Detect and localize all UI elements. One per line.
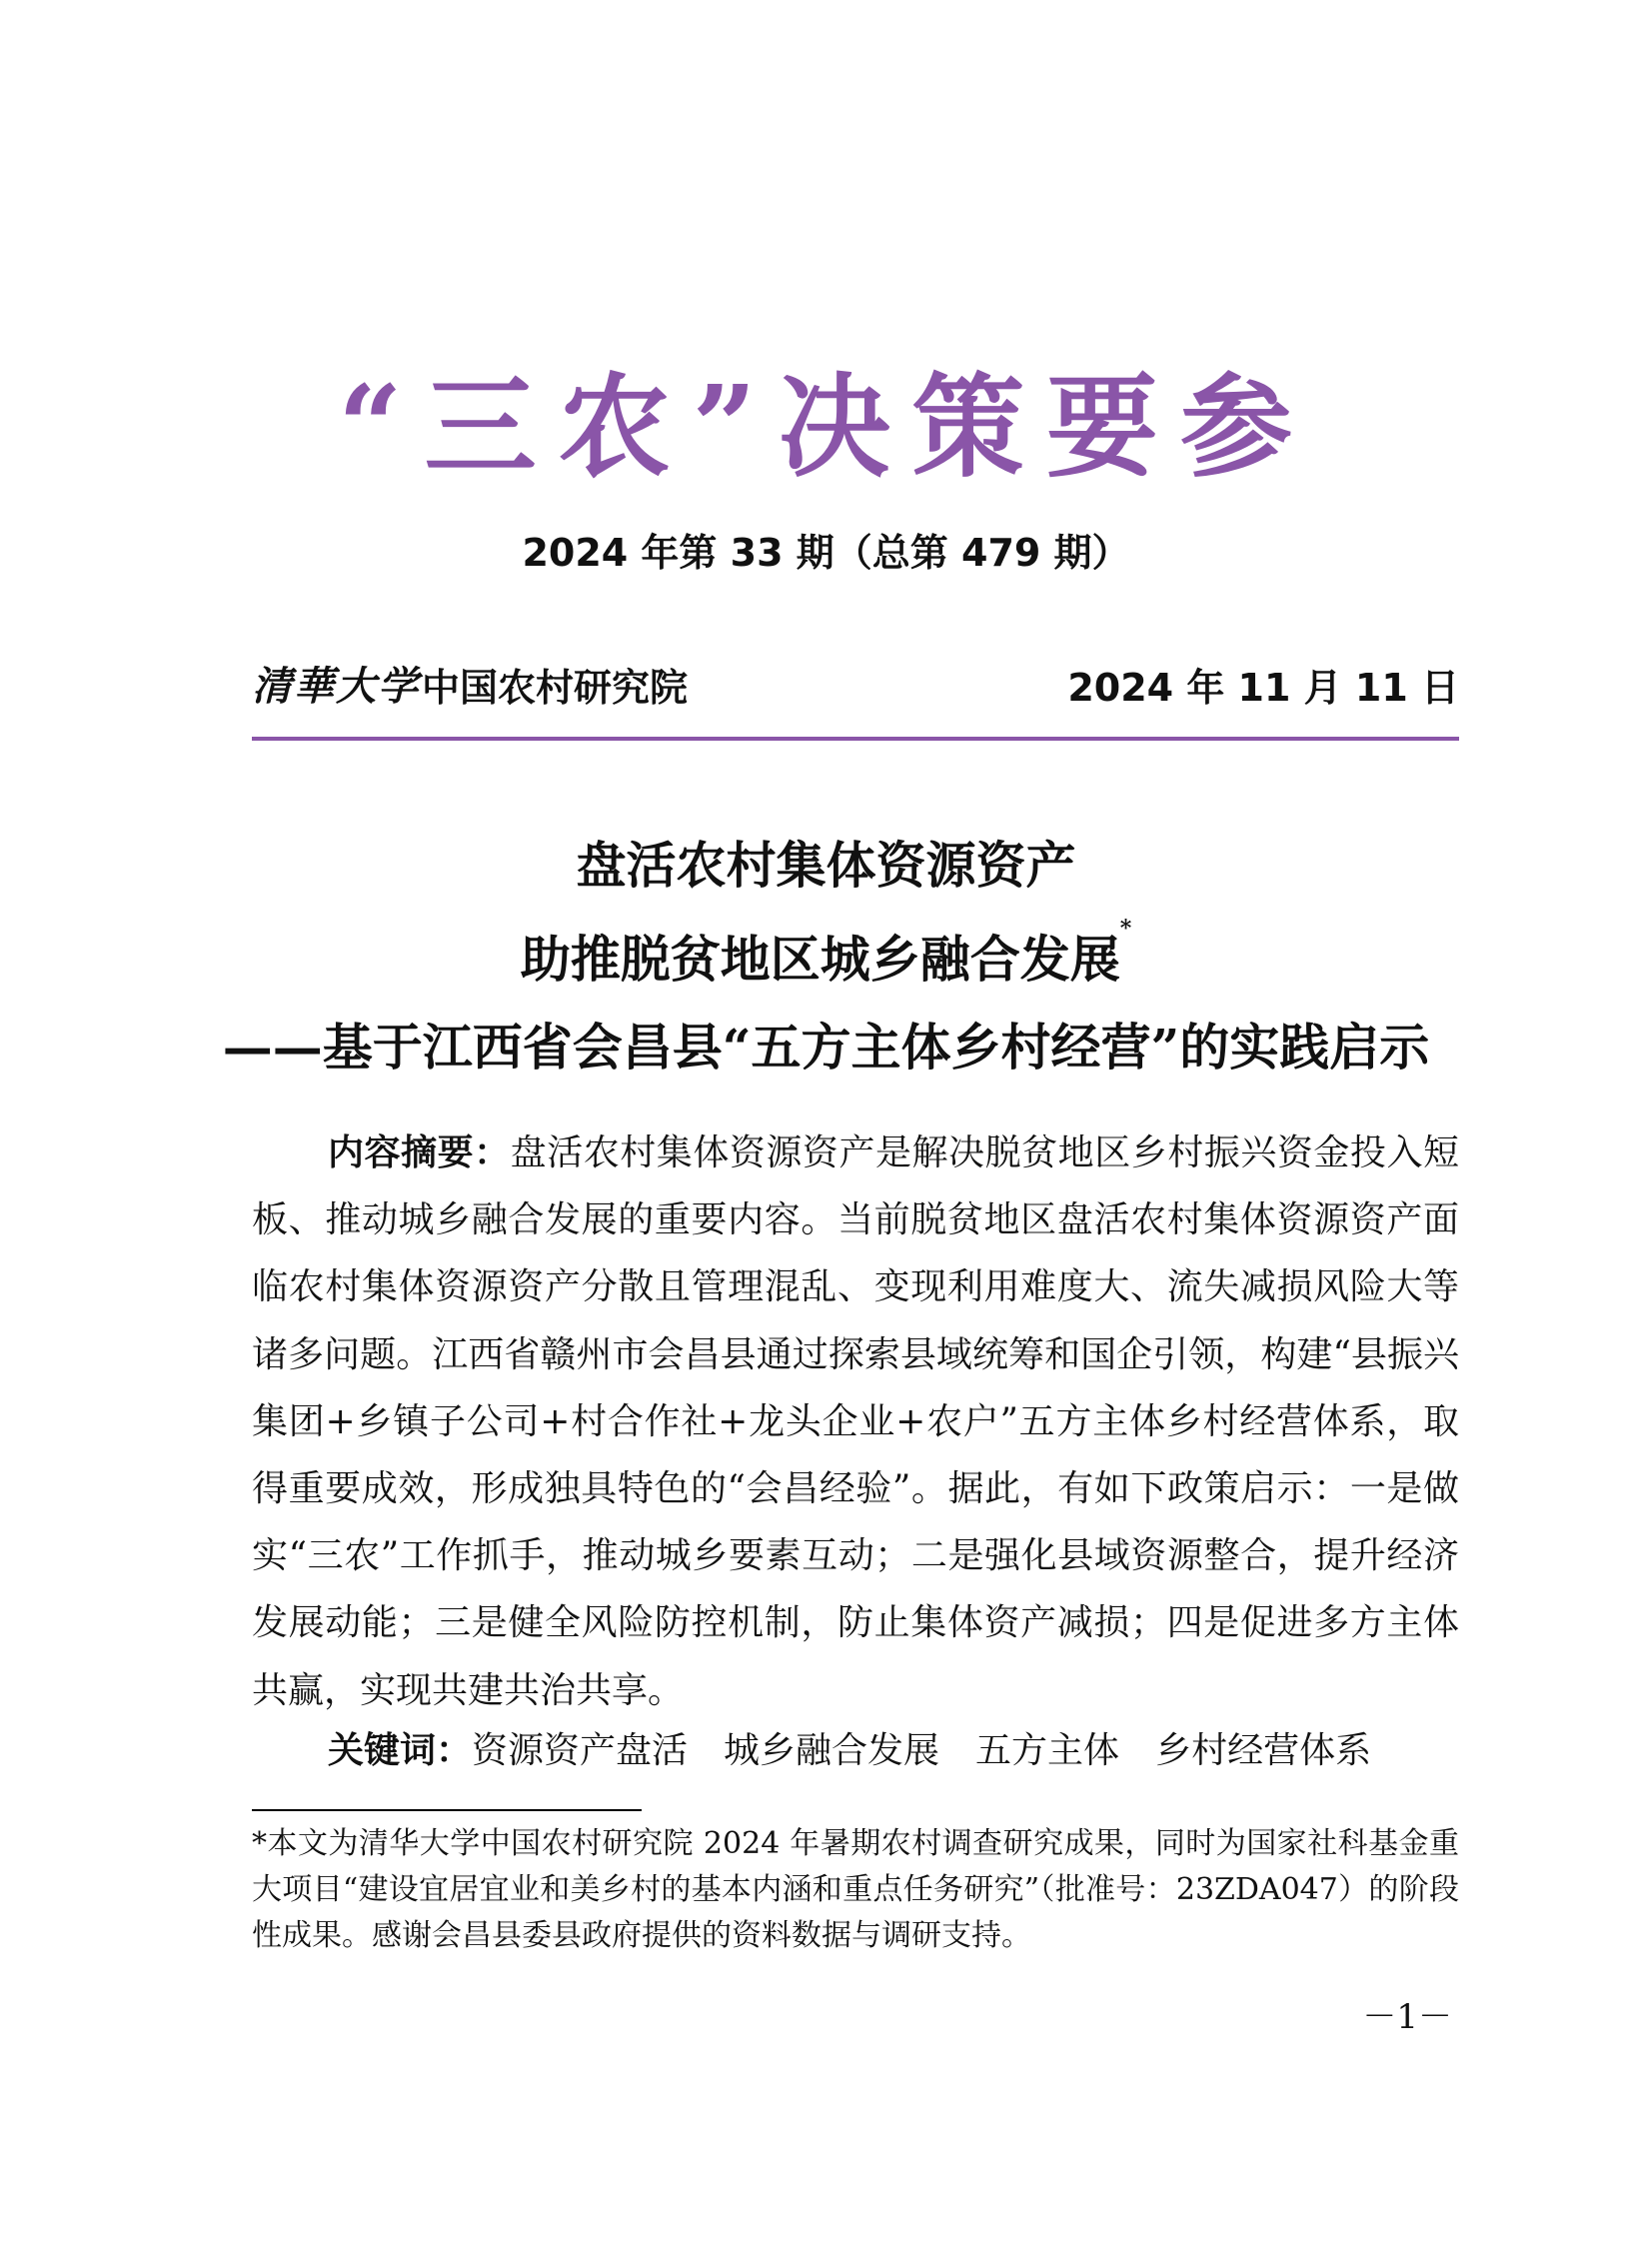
keywords-line <box>328 1721 1459 1781</box>
institution-name: 中国农村研究院 <box>422 665 689 710</box>
keyword-item: 资源资产盘活 <box>472 1730 689 1771</box>
abstract-text: 盘活农村集体资源资产是解决脱贫地区乡村振兴资金投入短板、推动城乡融合发展的重要内容。当前脱贫地区盘活农村集体资源资产面临农村集体资源资产分散且管理混乱、变现利用难度大、流失减损风险大等诸多问题。江西省赣州市会昌县通过探索县域统筹和国企引领，构建“县振兴集团+乡镇子公司+村合作社+龙头企业+农户”五方主体乡村经营体系，取得重要成效，形成独具特色的“会昌经验”。据此，有如下政策启示：一是做实“三农”工作抓手，推动城乡要素互动；二是强化县域资源整合，提升经济发展动能；三是健全风险防控机制，防止集体资产减损；四是促进多方主体共赢，实现共建共治共享。 <box>252 1132 1459 1711</box>
article-subtitle: ——基于江西省会昌县“五方主体乡村经营”的实践启示 <box>222 1018 1430 1077</box>
keyword-item: 乡村经营体系 <box>1155 1730 1372 1771</box>
page-number: －1－ <box>1362 1997 1452 2037</box>
article-title-line2-text: 助推脱贫地区城乡融合发展 <box>520 930 1120 989</box>
keywords-label: 关键词： <box>328 1730 473 1771</box>
keyword-item: 城乡融合发展 <box>724 1730 940 1771</box>
issue-number: 2024 年第 33 期（总第 479 期） <box>522 531 1130 575</box>
university-logo: 清華大学 <box>252 663 420 710</box>
footnote: *本文为清华大学中国农村研究院 2024 年暑期农村调查研究成果，同时为国家社科基金重大项目“建设宜居宜业和美乡村的基本内涵和重点任务研究”（批准号：23ZDA047）的阶段性成果。感谢会昌县委县政府提供的资料数据与调研支持。 <box>252 1826 1459 1953</box>
footnote-divider <box>252 1809 642 1811</box>
abstract-paragraph <box>252 1120 1459 1724</box>
article-title-line2 <box>0 916 1652 992</box>
institution-row <box>252 655 1459 715</box>
header-divider <box>252 737 1459 741</box>
abstract-label: 内容摘要： <box>328 1132 511 1173</box>
keyword-item: 五方主体 <box>975 1730 1120 1771</box>
footnote-marker: * <box>1119 916 1132 942</box>
masthead-title: “三农”决策要参 <box>338 362 1314 493</box>
article-title-line1: 盘活农村集体资源资产 <box>576 836 1076 895</box>
publication-date: 2024 年 11 月 11 日 <box>1067 666 1459 710</box>
